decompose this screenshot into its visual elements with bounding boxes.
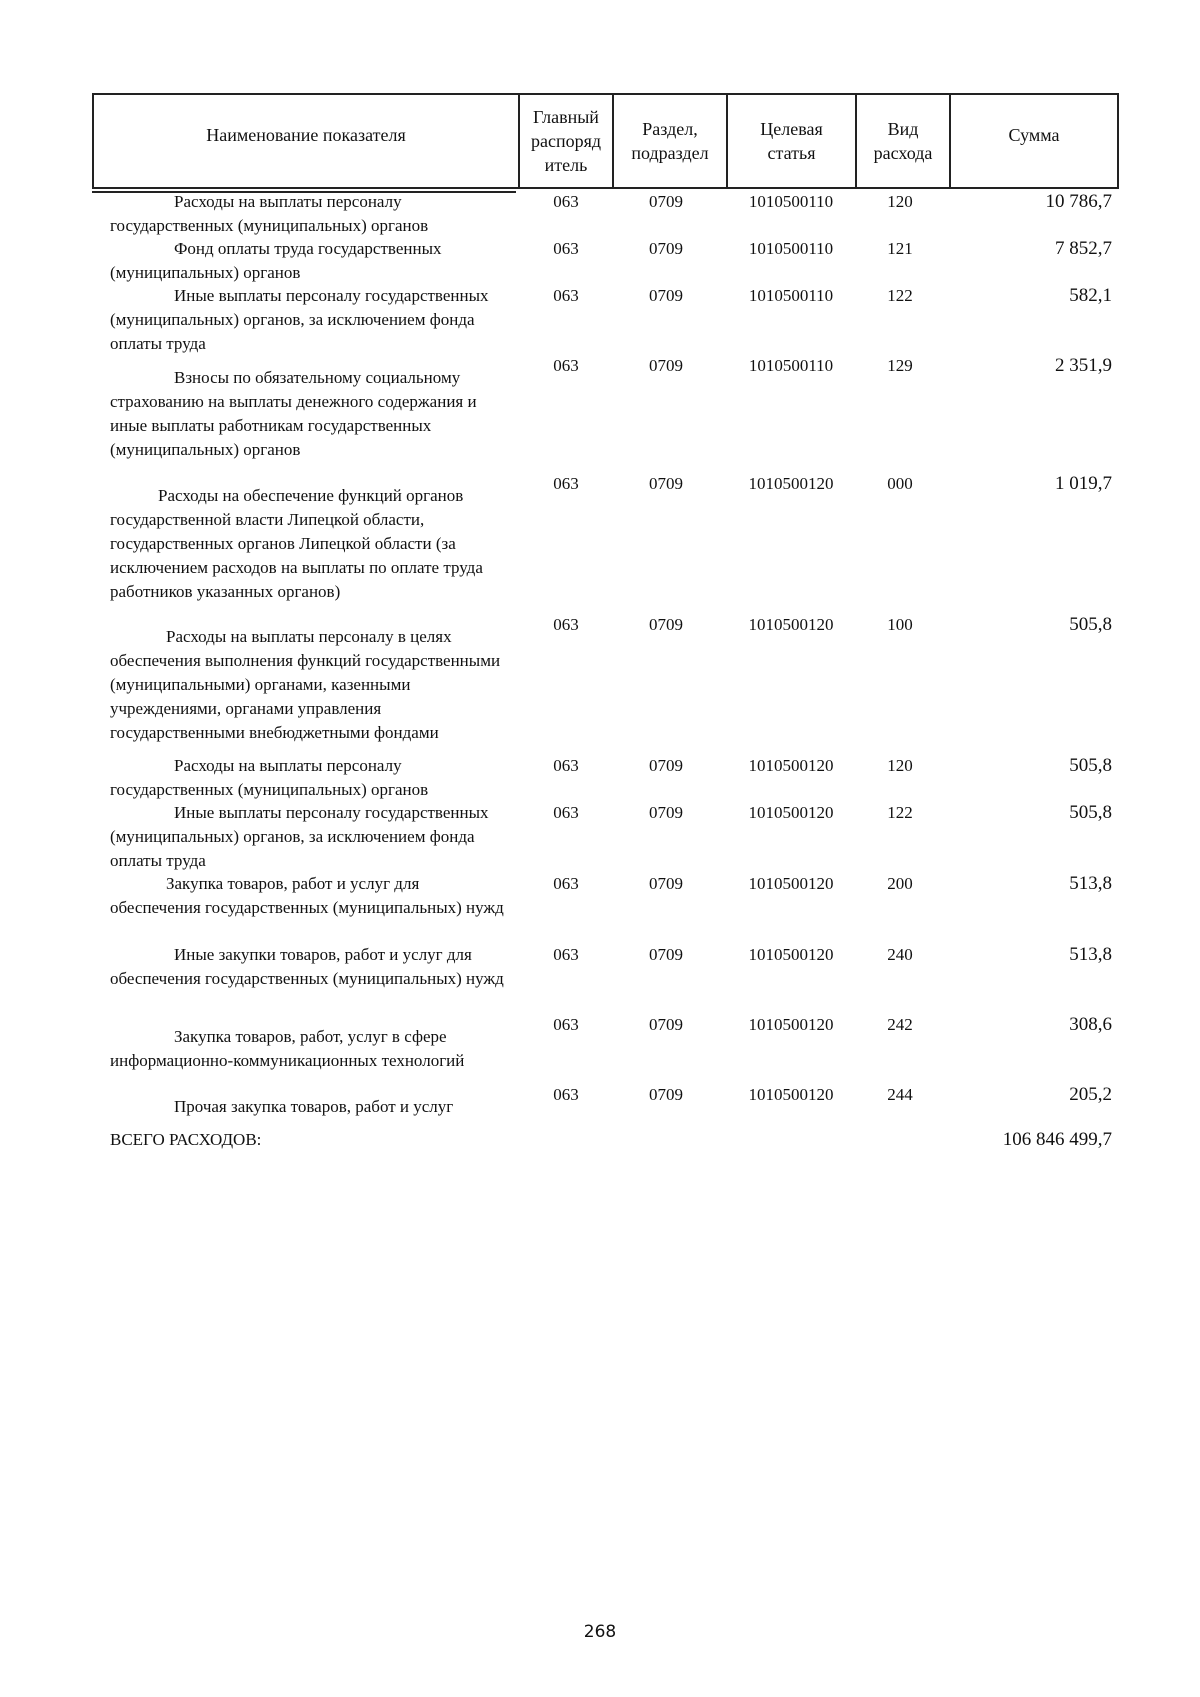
row-gl: 063: [553, 756, 579, 775]
row-cs: 1010500120: [748, 1085, 834, 1104]
row-vid: 122: [887, 286, 913, 305]
table-header: [92, 93, 1119, 189]
row-name: Расходы на выплаты персоналу государственных (муниципальных) органов: [110, 192, 429, 235]
row-gl: 063: [553, 286, 579, 305]
row-name: Закупка товаров, работ и услуг для обеспечения государственных (муниципальных) нужд: [110, 874, 504, 917]
row-sum: 2 351,9: [1055, 355, 1112, 376]
row-gl: 063: [553, 1015, 579, 1034]
row-sum: 505,8: [1069, 802, 1112, 823]
row-gl: 063: [553, 803, 579, 822]
row-rz: 0709: [649, 874, 683, 893]
row-rz: 0709: [649, 1085, 683, 1104]
row-rz: 0709: [649, 356, 683, 375]
row-vid: 121: [887, 239, 913, 258]
row-sum: 1 019,7: [1055, 473, 1112, 494]
row-cs: 1010500110: [748, 192, 834, 211]
row-cs: 1010500120: [748, 874, 834, 893]
page-number: 268: [583, 1622, 617, 1642]
row-rz: 0709: [649, 192, 683, 211]
row-gl: 063: [553, 356, 579, 375]
row-rz: 0709: [649, 803, 683, 822]
header-name: Наименование показателя: [93, 94, 519, 188]
row-rz: 0709: [649, 474, 683, 493]
row-rz: 0709: [649, 1015, 683, 1034]
row-rz: 0709: [649, 945, 683, 964]
row-vid: 242: [887, 1015, 913, 1034]
row-vid: 120: [887, 192, 913, 211]
row-vid: 122: [887, 803, 913, 822]
row-name: Фонд оплаты труда государственных (муниципальных) органов: [110, 239, 442, 282]
row-sum: 10 786,7: [1045, 191, 1112, 212]
row-name: Взносы по обязательному социальному страхованию на выплаты денежного содержания и иные выплаты работникам государственных (муниципальных) органов: [110, 368, 477, 459]
row-cs: 1010500110: [748, 239, 834, 258]
row-name: Иные выплаты персоналу государственных (муниципальных) органов, за исключением фонда оплаты труда: [110, 286, 489, 353]
row-vid: 244: [887, 1085, 913, 1104]
row-rz: 0709: [649, 756, 683, 775]
row-sum: 505,8: [1069, 755, 1112, 776]
total-label: ВСЕГО РАСХОДОВ:: [110, 1130, 262, 1149]
row-gl: 063: [553, 192, 579, 211]
row-cs: 1010500110: [748, 356, 834, 375]
row-vid: 100: [887, 615, 913, 634]
row-name: Закупка товаров, работ, услуг в сфере информационно-коммуникационных технологий: [110, 1027, 465, 1070]
row-name: Расходы на выплаты персоналу государственных (муниципальных) органов: [110, 756, 429, 799]
row-rz: 0709: [649, 286, 683, 305]
row-name: Иные выплаты персоналу государственных (муниципальных) органов, за исключением фонда оплаты труда: [110, 803, 489, 870]
header-glavny-rasporyaditel: Главный распоряд итель: [519, 94, 613, 188]
row-sum: 582,1: [1069, 285, 1112, 306]
header-razdel: Раздел, подраздел: [613, 94, 727, 188]
row-rz: 0709: [649, 239, 683, 258]
row-gl: 063: [553, 945, 579, 964]
row-vid: 129: [887, 356, 913, 375]
row-cs: 1010500120: [748, 1015, 834, 1034]
row-cs: 1010500120: [748, 945, 834, 964]
header-summa: Сумма: [950, 94, 1118, 188]
row-name: Расходы на выплаты персоналу в целях обеспечения выполнения функций государственными (муниципальными) органами, казенными учреждениями, органами управления государственными внебюджетными фондами: [110, 627, 501, 742]
row-name: Иные закупки товаров, работ и услуг для обеспечения государственных (муниципальных) нужд: [110, 945, 504, 988]
row-rz: 0709: [649, 615, 683, 634]
row-sum: 308,6: [1069, 1014, 1112, 1035]
row-name: Прочая закупка товаров, работ и услуг: [174, 1097, 454, 1116]
row-vid: 120: [887, 756, 913, 775]
row-cs: 1010500120: [748, 803, 834, 822]
row-cs: 1010500120: [748, 474, 834, 493]
row-gl: 063: [553, 474, 579, 493]
row-gl: 063: [553, 615, 579, 634]
row-gl: 063: [553, 874, 579, 893]
row-vid: 240: [887, 945, 913, 964]
row-vid: 000: [887, 474, 913, 493]
header-tselevaya-statya: Целевая статья: [727, 94, 856, 188]
row-sum: 513,8: [1069, 873, 1112, 894]
row-name: Расходы на обеспечение функций органов государственной власти Липецкой области, государственных органов Липецкой области (за исключением расходов на выплаты по оплате труда работников указанных органов): [110, 486, 483, 601]
row-sum: 205,2: [1069, 1084, 1112, 1105]
row-cs: 1010500110: [748, 286, 834, 305]
row-sum: 7 852,7: [1055, 238, 1112, 259]
header-vid-raskhoda: Вид расхода: [856, 94, 950, 188]
row-vid: 200: [887, 874, 913, 893]
row-gl: 063: [553, 1085, 579, 1104]
row-gl: 063: [553, 239, 579, 258]
row-cs: 1010500120: [748, 615, 834, 634]
row-sum: 513,8: [1069, 944, 1112, 965]
row-cs: 1010500120: [748, 756, 834, 775]
total-value: 106 846 499,7: [1002, 1129, 1112, 1150]
row-sum: 505,8: [1069, 614, 1112, 635]
